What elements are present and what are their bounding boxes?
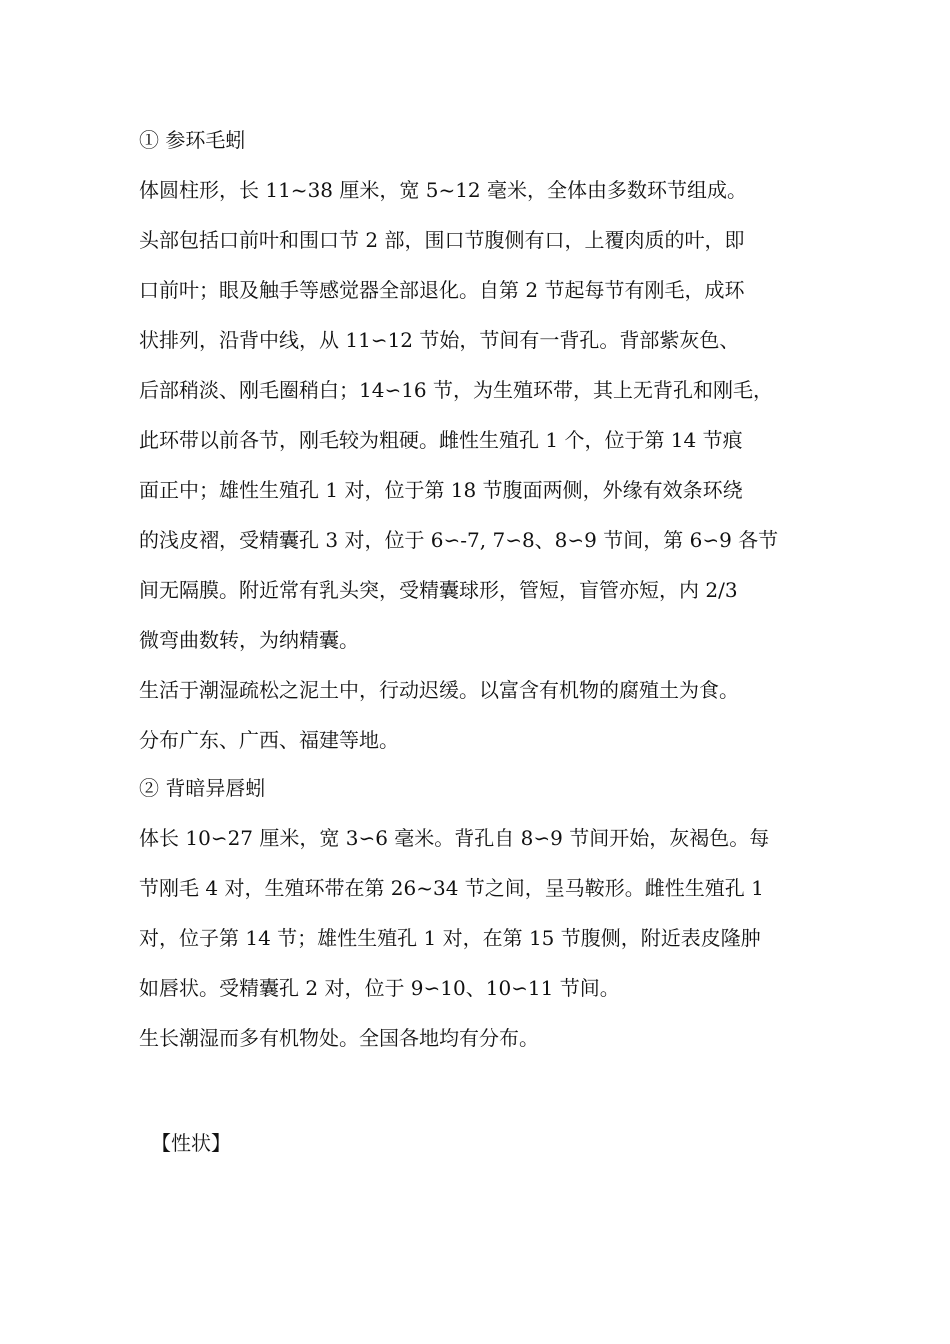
species-heading-2: ② 背暗异唇蚓	[139, 776, 266, 800]
paragraph-line: 分布广东、广西、福建等地。	[139, 728, 399, 752]
species-heading-1: ① 参环毛蚓	[139, 128, 246, 152]
paragraph-line: 如唇状。受精囊孔 2 对，位于 9∽10、10∽11 节间。	[139, 976, 620, 1000]
paragraph-line: 头部包括口前叶和围口节 2 部，围口节腹侧有口，上覆肉质的叶，即	[139, 228, 745, 252]
section-heading: 【性状】	[151, 1131, 231, 1155]
paragraph-line: 体圆柱形，长 11~38 厘米，宽 5~12 毫米，全体由多数环节组成。	[139, 178, 748, 202]
paragraph-line: 的浅皮褶，受精囊孔 3 对，位于 6∽-7, 7∽8、8∽9 节间，第 6∽9 各节	[139, 528, 779, 552]
paragraph-line: 生活于潮湿疏松之泥土中，行动迟缓。以富含有机物的腐殖土为食。	[139, 678, 739, 702]
paragraph-line: 对，位子第 14 节；雄性生殖孔 1 对，在第 15 节腹侧，附近表皮隆肿	[139, 926, 761, 950]
paragraph-line: 体长 10∽27 厘米，宽 3∽6 毫米。背孔自 8∽9 节间开始，灰褐色。每	[139, 826, 770, 850]
paragraph-line: 此环带以前各节，刚毛较为粗硬。雌性生殖孔 1 个，位于第 14 节痕	[139, 428, 743, 452]
paragraph-line: 微弯曲数转，为纳精囊。	[139, 628, 359, 652]
paragraph-line: 生长潮湿而多有机物处。全国各地均有分布。	[139, 1026, 539, 1050]
paragraph-line: 口前叶；眼及触手等感觉器全部退化。自第 2 节起每节有刚毛，成环	[139, 278, 745, 302]
paragraph-line: 后部稍淡、刚毛圈稍白；14∽16 节，为生殖环带，其上无背孔和刚毛，	[139, 378, 774, 402]
paragraph-line: 状排列，沿背中线，从 11∽12 节始，节间有一背孔。背部紫灰色、	[139, 328, 740, 352]
paragraph-line: 面正中；雄性生殖孔 1 对，位于第 18 节腹面两侧，外缘有效条环绕	[139, 478, 743, 502]
paragraph-line: 节刚毛 4 对，生殖环带在第 26~34 节之间，呈马鞍形。雌性生殖孔 1	[139, 876, 764, 900]
paragraph-line: 间无隔膜。附近常有乳头突，受精囊球形，管短，盲管亦短，内 2/3	[139, 578, 738, 602]
